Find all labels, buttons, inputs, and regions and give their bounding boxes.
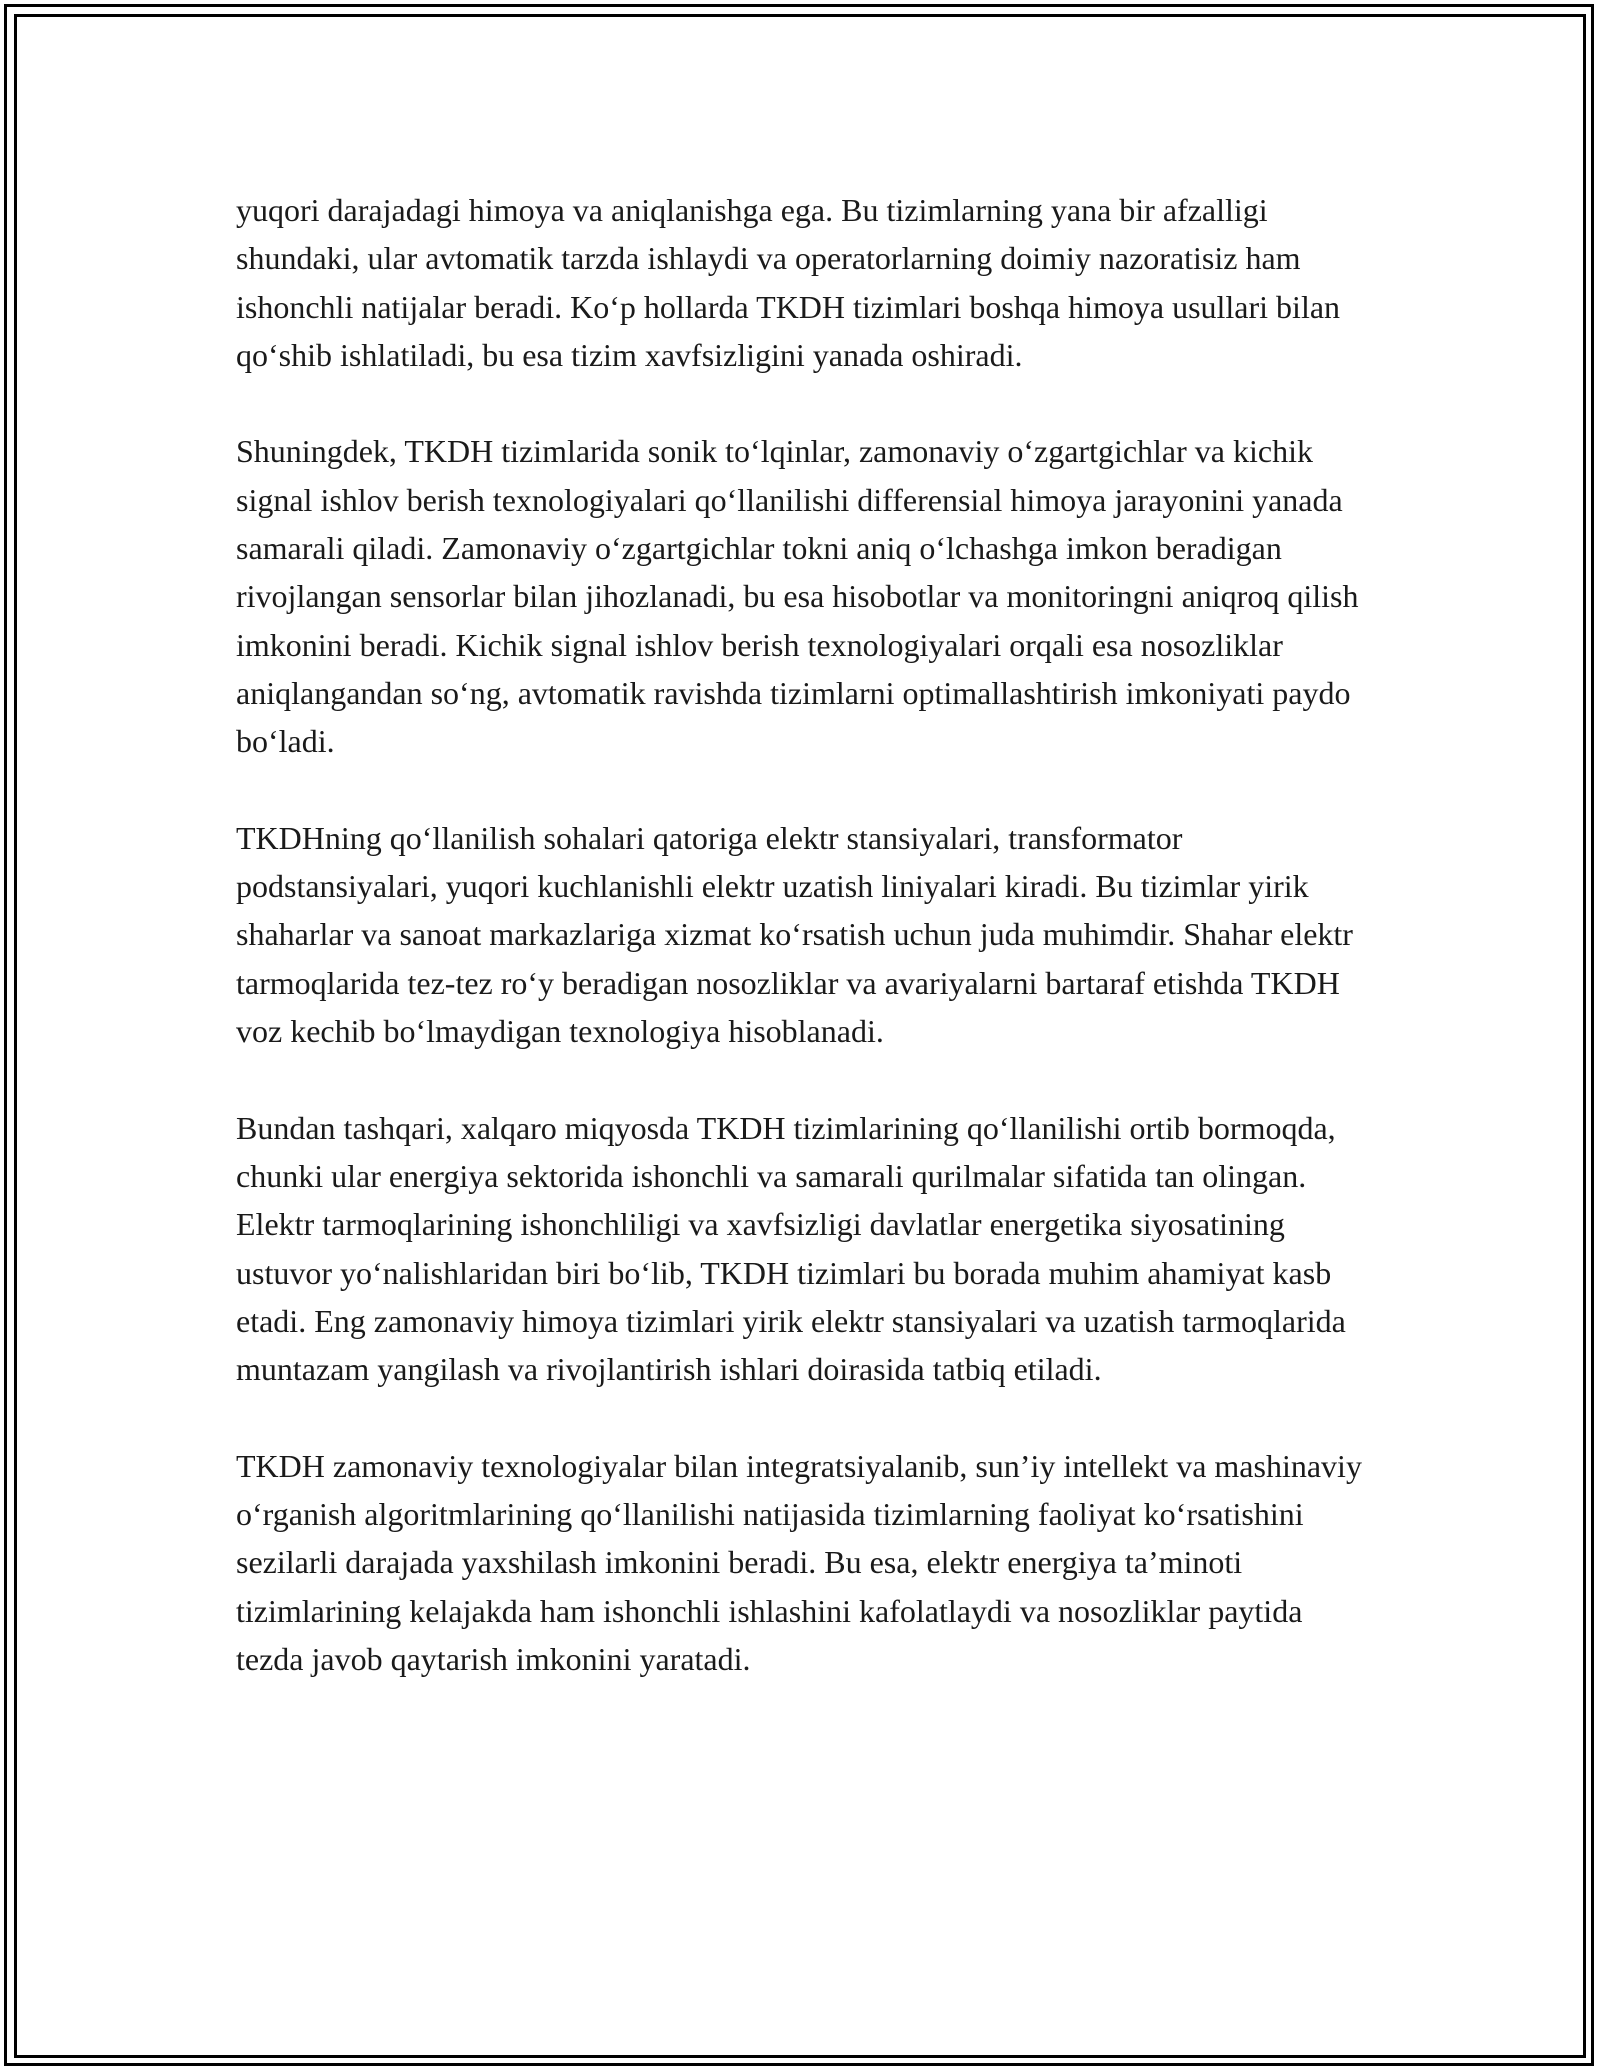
paragraph-5: TKDH zamonaviy texnologiyalar bilan integratsiyalanib, sun’iy intellekt va mashinaviy o‘rganish algoritmlarining qo‘llanilishi natijasida tizimlarning faoliyat ko‘rsatishini sezilarli darajada yaxshilash imkonini beradi. Bu esa, elektr energiya ta’minoti tizimlarining kelajakda ham ishonchli ishlashini kafolatlaydi va nosozliklar paytida tezda javob qaytarish imkonini yaratadi.: [236, 1447, 1362, 1677]
paragraph-1: yuqori darajadagi himoya va aniqlanishga ega. Bu tizimlarning yana bir afzalligi shundaki, ular avtomatik tarzda ishlaydi va operatorlarning doimiy nazoratisiz ham ishonchli natijalar beradi. Ko‘p hollarda TKDH tizimlari boshqa himoya usullari bilan qo‘shib ishlatiladi, bu esa tizim xavfsizligini yanada oshiradi.: [236, 192, 1341, 373]
paragraph-3: TKDHning qo‘llanilish sohalari qatoriga elektr stansiyalari, transformator podstansiyalari, yuqori kuchlanishli elektr uzatish liniyalari kiradi. Bu tizimlar yirik shaharlar va sanoat markazlariga xizmat ko‘rsatish uchun juda muhimdir. Shahar elektr tarmoqlarida tez-tez ro‘y beradigan nosozliklar va avariyalarni bartaraf etishda TKDH voz kechib bo‘lmaydigan texnologiya hisoblanadi.: [236, 819, 1353, 1050]
document-body: [236, 186, 1364, 1732]
paragraph-4: Bundan tashqari, xalqaro miqyosda TKDH tizimlarining qo‘llanilishi ortib bormoqda, chunki ular energiya sektorida ishonchli va samarali qurilmalar sifatida tan olingan. Elektr tarmoqlarining ishonchliligi va xavfsizligi davlatlar energetika siyosatining ustuvor yo‘nalishlaridan biri bo‘lib, TKDH tizimlari bu borada muhim ahamiyat kasb etadi. Eng zamonaviy himoya tizimlari yirik elektr stansiyalari va uzatish tarmoqlarida muntazam yangilash va rivojlantirish ishlari doirasida tatbiq etiladi.: [236, 1109, 1346, 1388]
paragraph-2: Shuningdek, TKDH tizimlarida sonik to‘lqinlar, zamonaviy o‘zgartgichlar va kichik signal ishlov berish texnologiyalari qo‘llanilishi differensial himoya jarayonini yanada samarali qiladi. Zamonaviy o‘zgartgichlar tokni aniq o‘lchashga imkon beradigan rivojlangan sensorlar bilan jihozlanadi, bu esa hisobotlar va monitoringni aniqroq qilish imkonini beradi. Kichik signal ishlov berish texnologiyalari orqali esa nosozliklar aniqlangandan so‘ng, avtomatik ravishda tizimlarni optimallashtirish imkoniyati paydo bo‘ladi.: [236, 433, 1359, 760]
